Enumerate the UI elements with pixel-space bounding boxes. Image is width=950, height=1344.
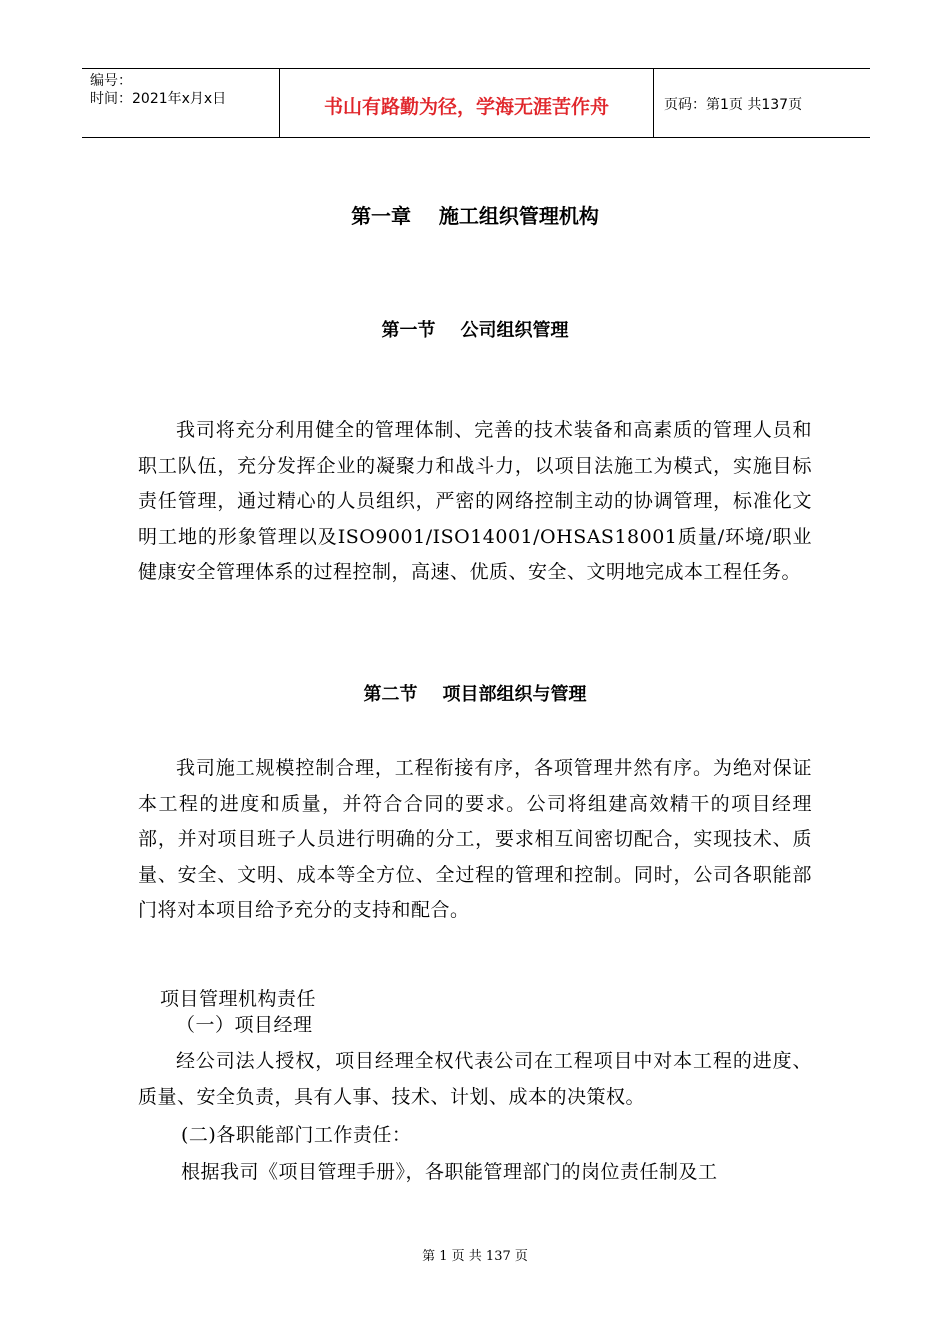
header-page-info: 页码：第1页 共137页 xyxy=(664,97,803,113)
page-header xyxy=(82,68,870,138)
date-label: 时间：2021年x月x日 xyxy=(90,91,227,107)
item2-paragraph: 根据我司《项目管理手册》，各职能管理部门的岗位责任制及工 xyxy=(181,1161,718,1183)
chapter-title: 第一章 施工组织管理机构 xyxy=(351,204,599,228)
item1-paragraph: 经公司法人授权，项目经理全权代表公司在工程项目中对本工程的进度、质量、安全负责，具有人事、技术、计划、成本的决策权。 xyxy=(138,1050,812,1108)
header-motto: 书山有路勤为径，学海无涯苦作舟 xyxy=(280,69,654,137)
number-label: 编号： xyxy=(90,73,132,89)
page-footer: 第 1 页 共 137 页 xyxy=(422,1249,528,1264)
section1-title: 第一节 公司组织管理 xyxy=(381,320,569,341)
section2-title: 第二节 项目部组织与管理 xyxy=(363,684,587,705)
item1-heading: （一）项目经理 xyxy=(176,1014,313,1036)
header-meta xyxy=(82,69,280,137)
section2-paragraph: 我司施工规模控制合理，工程衔接有序，各项管理井然有序。为绝对保证本工程的进度和质量，并符合合同的要求。公司将组建高效精干的项目经理部，并对项目班子人员进行明确的分工，要求相互间密切配合，实现技术、质量、安全、文明、成本等全方位、全过程的管理和控制。同时，公司各职能部门将对本项目给予充分的支持和配合。 xyxy=(138,757,812,921)
responsibility-heading: 项目管理机构责任 xyxy=(160,988,317,1010)
section1-paragraph: 我司将充分利用健全的管理体制、完善的技术装备和高素质的管理人员和职工队伍，充分发挥企业的凝聚力和战斗力，以项目法施工为模式，实施目标责任管理，通过精心的人员组织，严密的网络控制主动的协调管理，标准化文明工地的形象管理以及ISO9001/ISO14001/OHSAS18001质量/环境/职业健康安全管理体系的过程控制，高速、优质、安全、文明地完成本工程任务。 xyxy=(138,419,812,583)
item2-heading: (二)各职能部门工作责任： xyxy=(181,1124,412,1146)
